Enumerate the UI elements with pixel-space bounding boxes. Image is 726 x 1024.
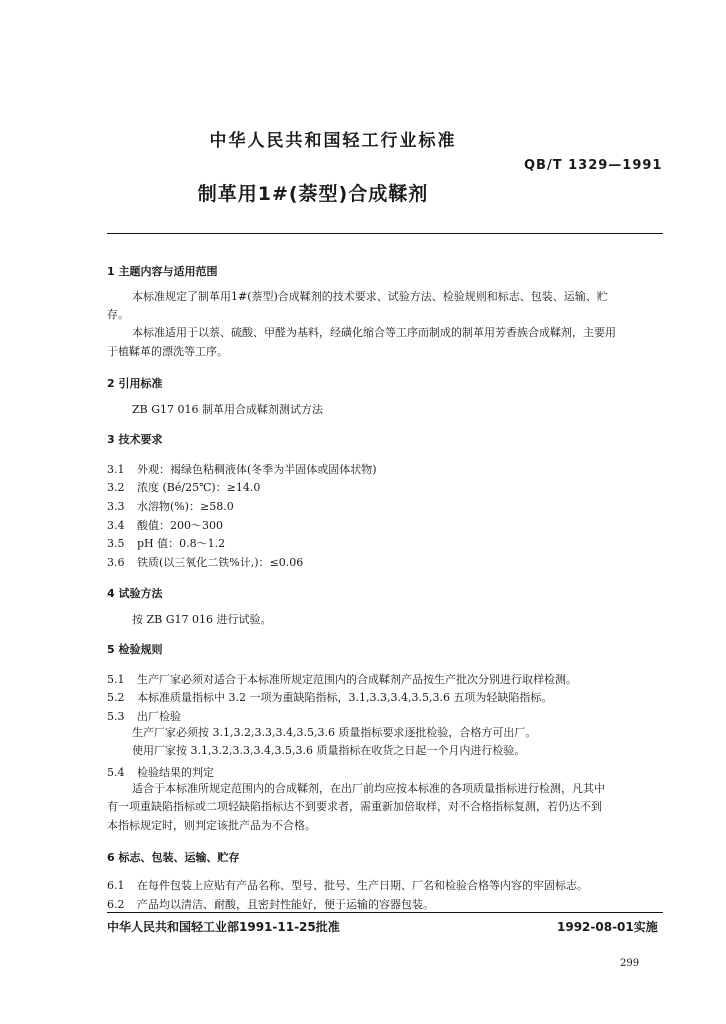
item-number: 5.3: [107, 710, 125, 723]
item-text: 外观：褐绿色粘稠液体(冬季为半固体或固体状物): [137, 463, 377, 476]
factory-inspection-line-1: 生产厂家必须按 3.1,3.2,3.3,3.4,3.5,3.6 质量指标要求逐批检验，合格方可出厂。: [132, 726, 537, 739]
item-text: 检验结果的判定: [137, 766, 214, 779]
section-1-para-1-line-1: 本标准规定了制革用1#(萘型)合成鞣剂的技术要求、试验方法、检验规则和标志、包装、运输、贮: [132, 290, 608, 303]
requirement-item: [107, 461, 377, 477]
item-text: 生产厂家必须对适合于本标准所规定范围内的合成鞣剂产品按生产批次分别进行取样检测。: [137, 673, 577, 686]
item-text: 产品均以清洁、耐酸，且密封性能好，便于运输的容器包装。: [137, 898, 434, 911]
item-text: 在每件包装上应贴有产品名称、型号、批号、生产日期、厂名和检验合格等内容的牢固标志。: [137, 879, 588, 892]
requirement-item: [107, 554, 303, 570]
page-number: 299: [620, 958, 640, 969]
requirement-item: [107, 479, 260, 495]
reference-standard: ZB G17 016 制革用合成鞣剂测试方法: [132, 403, 323, 416]
requirement-item: [107, 535, 225, 551]
item-text: 铁质(以三氧化二铁%计,)：≤0.06: [137, 556, 304, 569]
section-1-para-1-line-2: 存。: [107, 308, 129, 321]
item-text: 水溶物(%)：≥58.0: [137, 500, 234, 513]
item-number: 6.1: [107, 879, 125, 892]
item-number: 3.6: [107, 556, 125, 569]
item-number: 3.4: [107, 519, 125, 532]
packaging-item: [107, 896, 434, 912]
item-number: 3.1: [107, 463, 125, 476]
requirement-item: [107, 517, 223, 533]
factory-inspection-line-2: 使用厂家按 3.1,3.2,3.3,3.4,3.5,3.6 质量指标在收货之日起一个月内进行检验。: [132, 744, 526, 757]
requirement-item: [107, 498, 234, 514]
item-number: 3.5: [107, 537, 125, 550]
item-text: pH 值：0.8～1.2: [137, 537, 226, 550]
approval-line: 中华人民共和国轻工业部1991-11-25批准: [107, 920, 340, 934]
section-6-heading: 6 标志、包装、运输、贮存: [107, 851, 240, 864]
inspection-item: [107, 689, 552, 705]
item-text: 酸值：200～300: [137, 519, 223, 532]
section-1-para-2-line-1: 本标准适用于以萘、硫酸、甲醛为基料，经磺化缩合等工序而制成的制革用芳香族合成鞣剂，主要用: [132, 326, 616, 339]
item-number: 3.2: [107, 481, 125, 494]
document-title: 制革用1#(萘型)合成鞣剂: [197, 183, 429, 205]
item-number: 3.3: [107, 500, 125, 513]
top-divider: [107, 233, 663, 234]
item-number: 5.1: [107, 673, 125, 686]
section-3-heading: 3 技术要求: [107, 433, 163, 446]
judgement-line-1: 适合于本标准所规定范围内的合成鞣剂，在出厂前均应按本标准的各项质量指标进行检测，凡其中: [132, 782, 605, 795]
packaging-item: [107, 877, 588, 893]
item-number: 6.2: [107, 898, 125, 911]
inspection-item: [107, 671, 577, 687]
item-text: 本标准质量指标中 3.2 一项为重缺陷指标，3.1,3.3,3.4,3.5,3.6 五项为轻缺陷指标。: [137, 691, 553, 704]
section-2-heading: 2 引用标准: [107, 377, 163, 390]
effective-date: 1992-08-01实施: [557, 920, 658, 934]
test-method-text: 按 ZB G17 016 进行试验。: [132, 613, 272, 626]
section-1-heading: 1 主题内容与适用范围: [107, 265, 218, 278]
standard-number: QB/T 1329—1991: [524, 158, 663, 173]
judgement-line-2: 有一项重缺陷指标或二项轻缺陷指标达不到要求者，需重新加倍取样，对不合格指标复测，若仍达不到: [107, 800, 602, 813]
section-1-para-2-line-2: 于植鞣革的漂洗等工序。: [107, 345, 228, 358]
item-number: 5.2: [107, 691, 125, 704]
item-text: 浓度 (Bé/25℃)：≥14.0: [137, 481, 261, 494]
section-4-heading: 4 试验方法: [107, 587, 163, 600]
item-number: 5.4: [107, 766, 125, 779]
org-title: 中华人民共和国轻工行业标准: [209, 131, 457, 151]
item-text: 出厂检验: [137, 710, 181, 723]
bottom-divider: [107, 912, 663, 913]
judgement-line-3: 本指标规定时，则判定该批产品为不合格。: [107, 819, 316, 832]
section-5-heading: 5 检验规则: [107, 643, 163, 656]
